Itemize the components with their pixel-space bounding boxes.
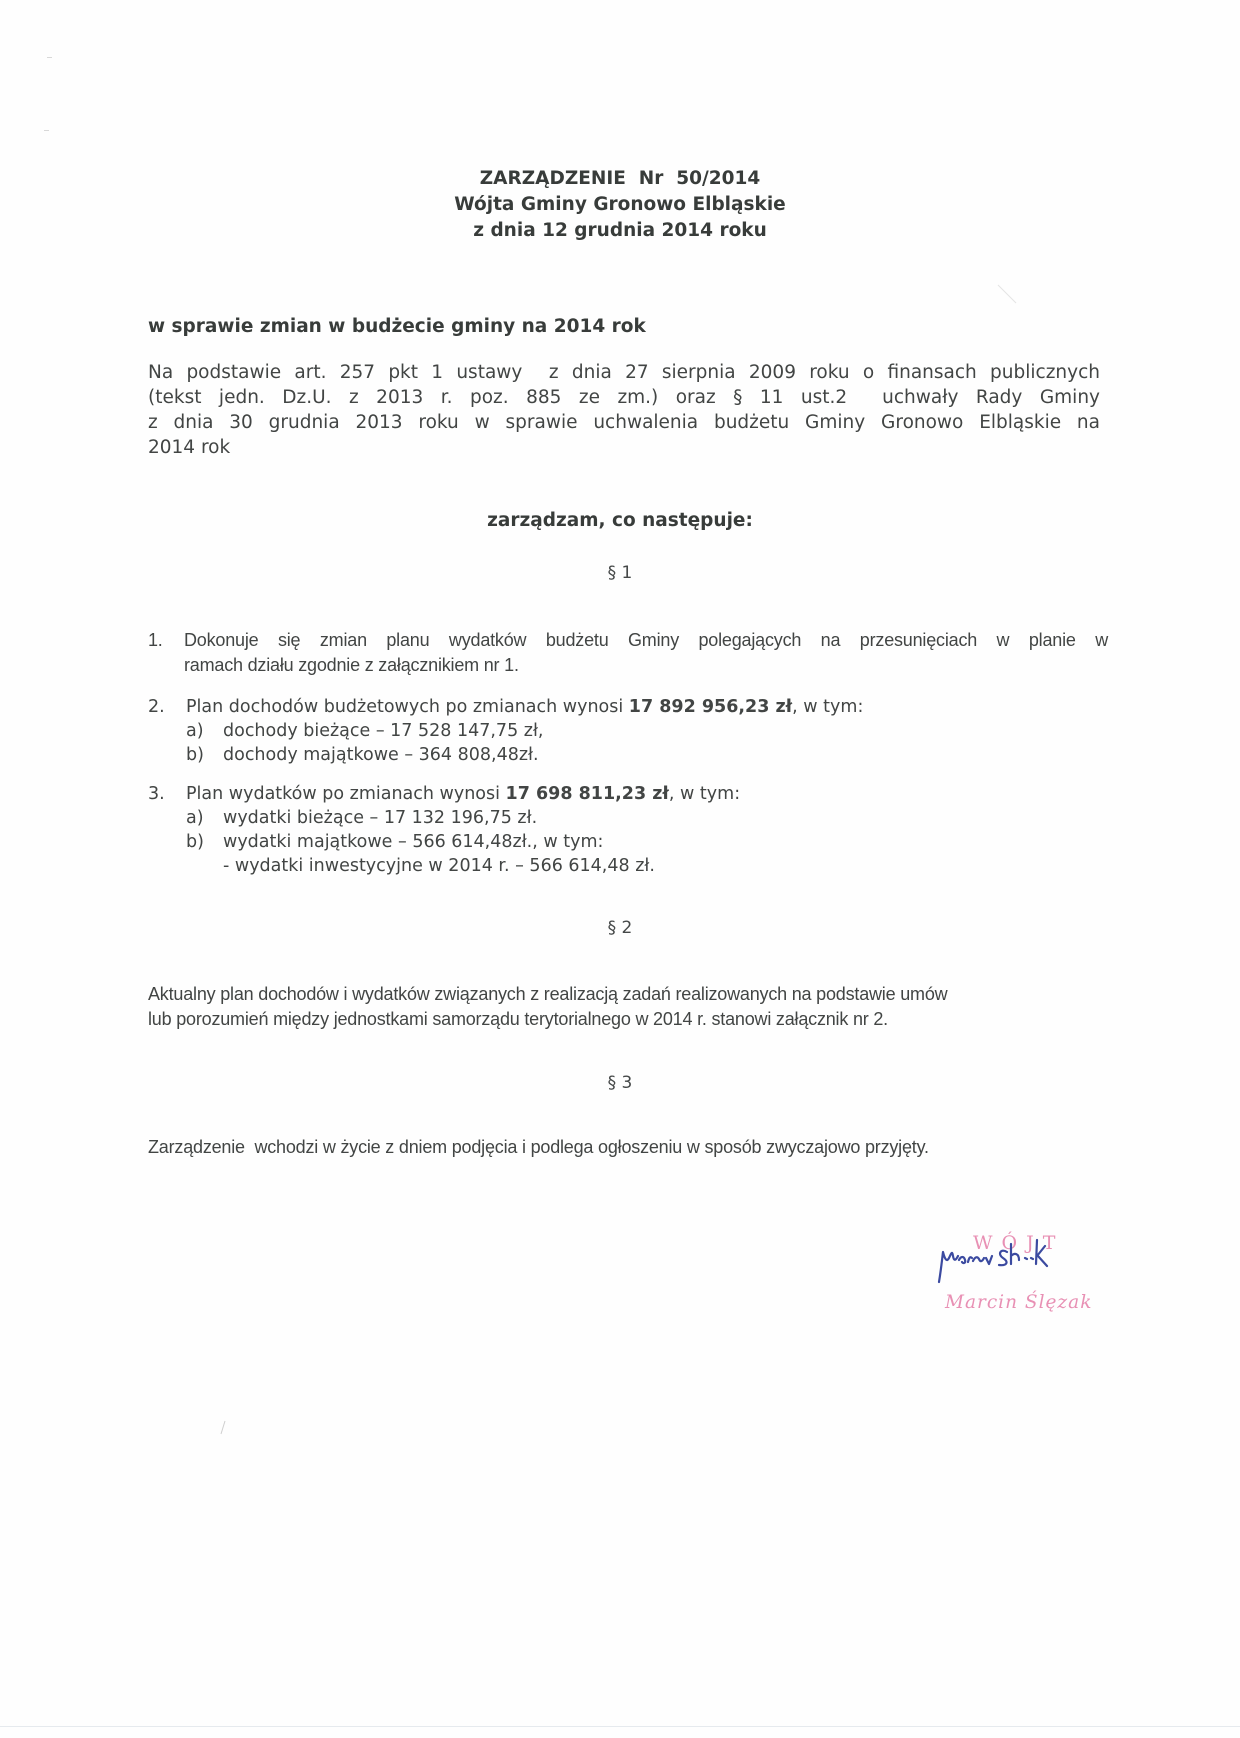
section-3-mark: § 3 [607, 1073, 633, 1093]
document-title [0, 166, 1240, 244]
sub-text: dochody majątkowe – 364 808,48zł. [223, 745, 539, 765]
expense-plan-tail: , w tym: [668, 784, 741, 804]
scan-speck [44, 130, 49, 131]
section-2-line-2: lub porozumień między jednostkami samorządu terytorialnego w 2014 r. stanowi załącznik nr 2. [148, 1009, 888, 1029]
section-2-mark: § 2 [607, 918, 633, 938]
legal-basis-line: 2014 rok [148, 437, 231, 458]
expense-plan-lead: Plan wydatków po zmianach wynosi [186, 784, 506, 804]
legal-basis-paragraph [148, 360, 1100, 460]
legal-basis-line: (tekst jedn. Dz.U. z 2013 r. poz. 885 ze zm.) oraz § 11 ust.2 uchwały Rady Gminy [148, 387, 1100, 408]
item-1-line-2: ramach działu zgodnie z załącznikiem nr 1. [184, 655, 519, 675]
scan-speck [47, 57, 52, 58]
income-plan-tail: , w tym: [792, 697, 864, 717]
expense-current [186, 806, 1108, 830]
expense-total: 17 698 811,23 zł [505, 784, 669, 804]
title-line-3: z dnia 12 grudnia 2014 roku [473, 220, 767, 241]
section-2-line-1: Aktualny plan dochodów i wydatków związanych z realizacją zadań realizowanych na podstawie umów [148, 984, 948, 1004]
page-edge [0, 1726, 1240, 1727]
sub-text: wydatki majątkowe – 566 614,48zł., w tym: [223, 832, 604, 852]
sub-label: a) [186, 721, 204, 741]
expense-investment: - wydatki inwestycyjne w 2014 r. – 566 614,48 zł. [223, 856, 655, 876]
income-total: 17 892 956,23 zł [628, 697, 793, 717]
stamp-title: WÓJT [973, 1232, 1065, 1254]
sub-label: b) [186, 745, 204, 765]
item-number: 3. [148, 784, 165, 804]
handwritten-signature [937, 1232, 1107, 1292]
section-1-mark: § 1 [607, 563, 633, 583]
sub-text: dochody bieżące – 17 528 147,75 zł, [223, 721, 544, 741]
section-2-paragraph [148, 982, 1108, 1032]
stamp-name: Marcin Ślęzak [945, 1292, 1093, 1313]
title-line-2: Wójta Gminy Gronowo Elbląskie [454, 194, 786, 215]
legal-basis-line: Na podstawie art. 257 pkt 1 ustawy z dnia 27 sierpnia 2009 roku o finansach publicznych [148, 362, 1100, 383]
legal-basis-line: z dnia 30 grudnia 2013 roku w sprawie uchwalenia budżetu Gminy Gronowo Elbląskie na [148, 412, 1100, 433]
title-line-1: ZARZĄDZENIE Nr 50/2014 [479, 168, 761, 189]
scan-stroke [996, 283, 1020, 307]
expense-plan-line [186, 782, 1108, 806]
income-plan-line [186, 695, 1108, 719]
income-current [186, 719, 1108, 743]
official-stamp [937, 1232, 1137, 1332]
income-property [186, 743, 1108, 767]
decree-phrase: zarządzam, co następuje: [487, 510, 753, 531]
income-plan-lead: Plan dochodów budżetowych po zmianach wynosi [186, 697, 629, 717]
section-3-paragraph: Zarządzenie wchodzi w życie z dniem podjęcia i podlega ogłoszeniu w sposób zwyczajowo przyjęty. [148, 1137, 929, 1157]
document-subject: w sprawie zmian w budżecie gminy na 2014 rok [148, 316, 646, 337]
sub-text: wydatki bieżące – 17 132 196,75 zł. [223, 808, 538, 828]
item-number: 2. [148, 697, 165, 717]
item-1-line-1: Dokonuje się zmian planu wydatków budżetu Gminy polegających na przesunięciach w planie w [184, 630, 1108, 650]
sub-label: a) [186, 808, 204, 828]
scan-stroke [218, 1420, 228, 1436]
expense-property [186, 830, 1108, 854]
sub-label: b) [186, 832, 204, 852]
item-number: 1. [148, 630, 163, 650]
